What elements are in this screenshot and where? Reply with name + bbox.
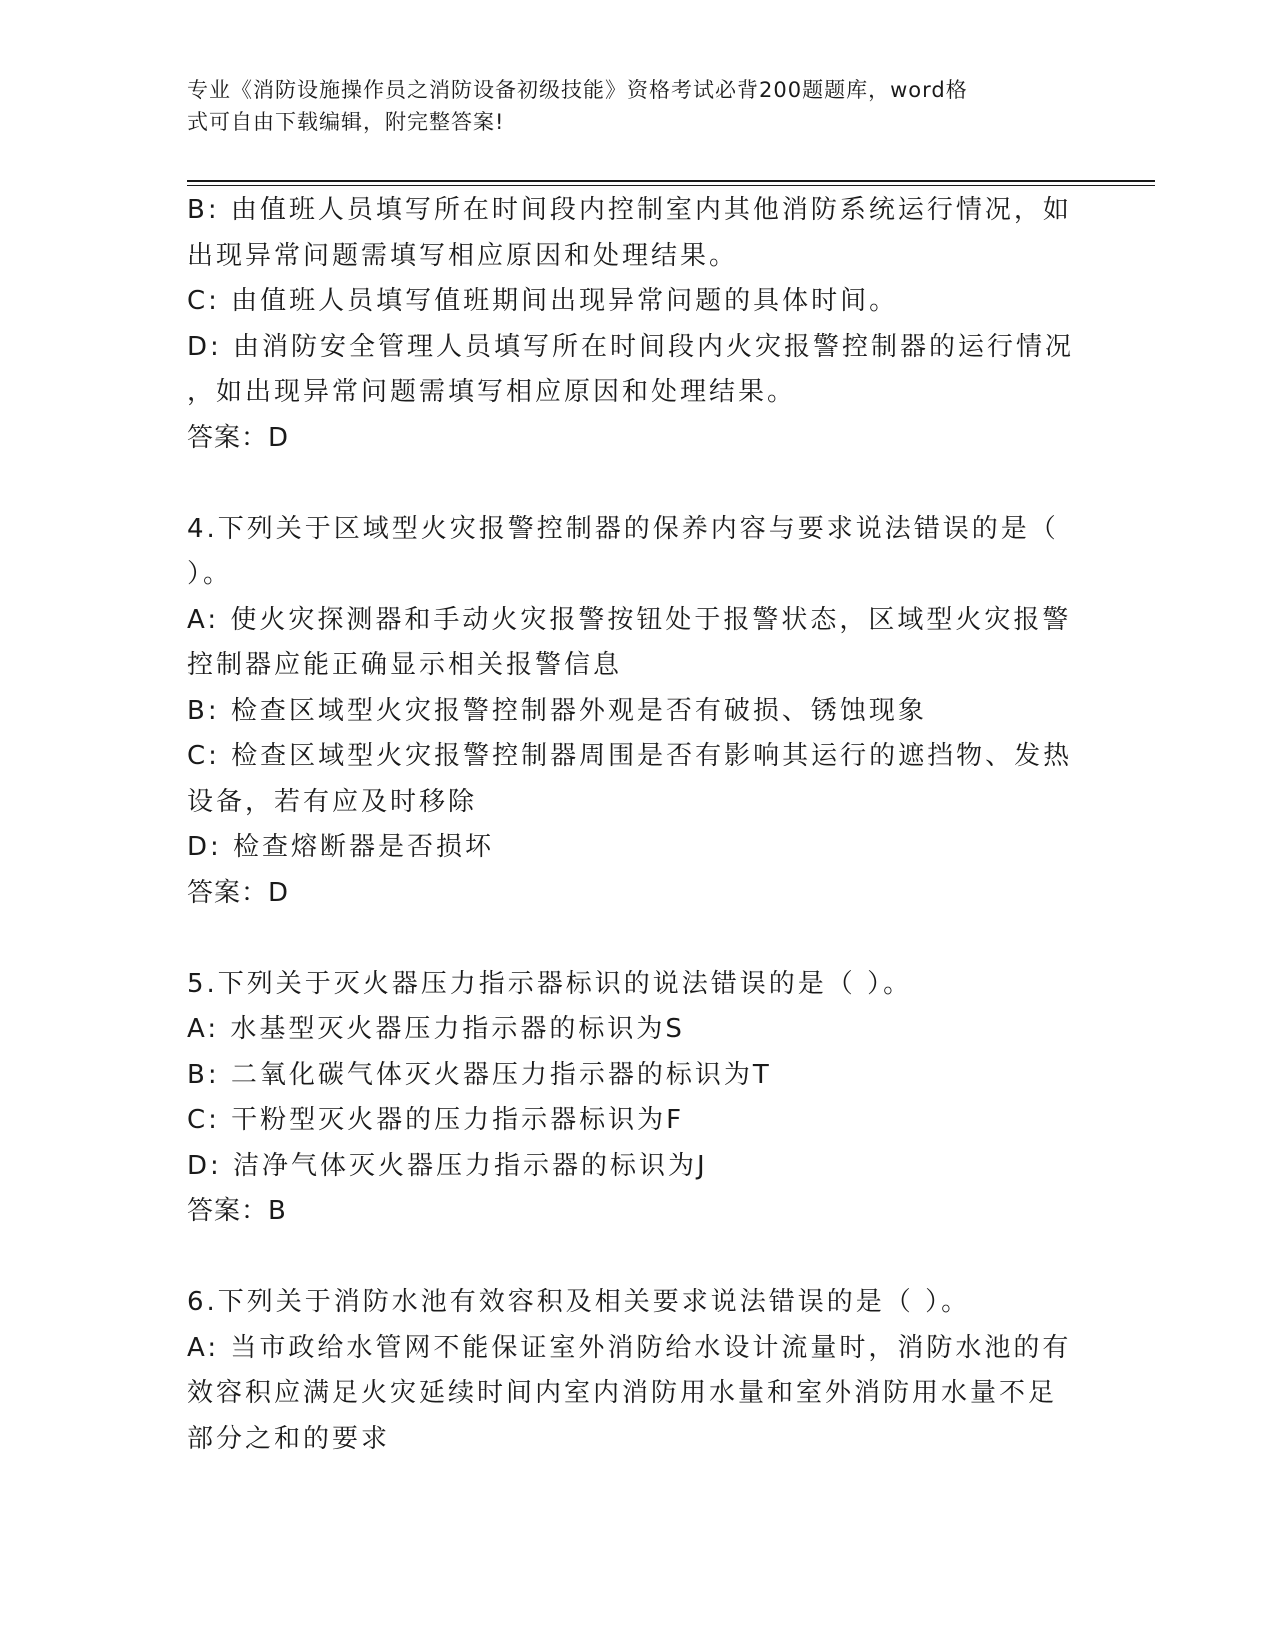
q3-option-d-line2: ，如出现异常问题需填写相应原因和处理结果。 [187,377,797,407]
question-content [187,188,1087,1462]
header-divider-thin [187,185,1155,186]
q4-answer: 答案：D [187,877,290,908]
q4-option-a-line2: 控制器应能正确显示相关报警信息 [187,650,623,680]
q4-stem-line2: ）。 [187,559,233,589]
q4-option-c-line1: C: 检查区域型火灾报警控制器周围是否有影响其运行的遮挡物、发热 [187,741,1073,771]
q4-option-b: B: 检查区域型火灾报警控制器外观是否有破损、锈蚀现象 [187,695,927,726]
q5-option-d: D: 洁净气体灭火器压力指示器的标识为J [187,1150,708,1181]
q3-option-c: C: 由值班人员填写值班期间出现异常问题的具体时间。 [187,286,899,316]
q4-stem-line1: 4.下列关于区域型火灾报警控制器的保养内容与要求说法错误的是（ [187,513,1059,544]
q5-answer: 答案：B [187,1196,287,1226]
q5-stem: 5.下列关于灭火器压力指示器标识的说法错误的是（ ）。 [187,968,913,999]
q5-option-c: C: 干粉型灭火器的压力指示器标识为F [187,1105,685,1135]
q3-option-b-line2: 出现异常问题需填写相应原因和处理结果。 [187,240,739,271]
q6-stem: 6.下列关于消防水池有效容积及相关要求说法错误的是（ ）。 [187,1287,971,1317]
document-header [187,74,1087,138]
header-line-1: 专业《消防设施操作员之消防设备初级技能》资格考试必背200题题库，word格 [187,78,968,102]
q4-option-a-line1: A: 使火灾探测器和手动火灾报警按钮处于报警状态，区域型火灾报警 [187,604,1072,635]
q3-option-d-line1: D: 由消防安全管理人员填写所在时间段内火灾报警控制器的运行情况 [187,331,1075,362]
q3-answer: 答案：D [187,422,290,453]
q3-option-b-line1: B: 由值班人员填写所在时间段内控制室内其他消防系统运行情况，如 [187,195,1072,225]
spacer [187,461,1087,507]
q6-option-a-line3: 部分之和的要求 [187,1423,391,1454]
header-line-2: 式可自由下载编辑，附完整答案! [187,110,505,134]
q6-option-a-line2: 效容积应满足火灾延续时间内室内消防用水量和室外消防用水量不足 [187,1378,1058,1408]
q5-option-b: B: 二氧化碳气体灭火器压力指示器的标识为T [187,1059,772,1090]
spacer [187,916,1087,962]
q4-option-d: D: 检查熔断器是否损坏 [187,832,495,862]
q5-option-a: A: 水基型灭火器压力指示器的标识为S [187,1014,685,1044]
spacer [187,1235,1087,1281]
q4-option-c-line2: 设备，若有应及时移除 [187,786,478,817]
header-divider-thick [187,180,1155,182]
q6-option-a-line1: A: 当市政给水管网不能保证室外消防给水设计流量时，消防水池的有 [187,1332,1072,1363]
